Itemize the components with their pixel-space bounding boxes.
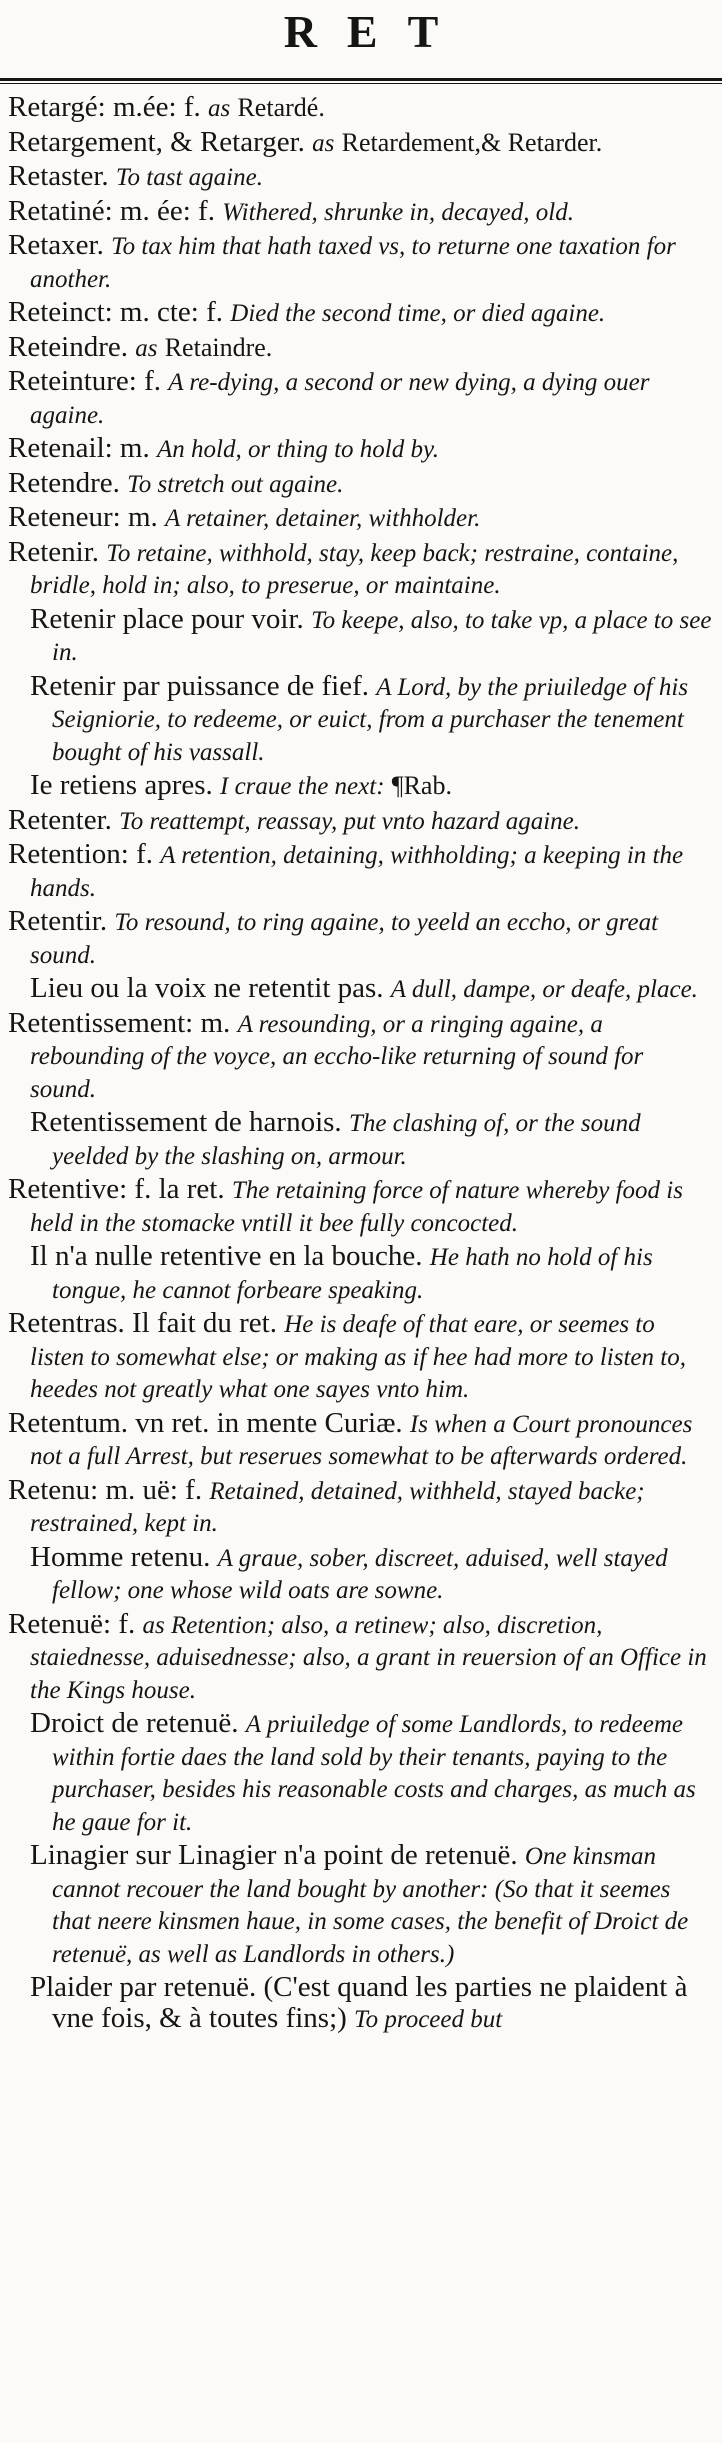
sub-entry [8,1972,714,2035]
translation: A retainer, detainer, withholder. [165,505,481,532]
headword: Plaider par retenuë. (C'est quand les parties ne plaident à vne fois, & à toutes fins;) [30,1971,688,2034]
headword: Lieu ou la voix ne retentit pas. [30,972,384,1004]
translation: I craue the next: [220,773,385,800]
header-rule [0,78,722,81]
headword: Linagier sur Linagier n'a point de retenuë. [30,1839,518,1871]
dictionary-entry [8,230,714,295]
headword: Retentissement de harnois. [30,1106,342,1138]
dictionary-entry [8,196,714,229]
dictionary-entry [8,127,714,160]
headword: Retenuë: f. [8,1607,136,1640]
dictionary-entry [8,1475,714,1540]
dictionary-entry [8,502,714,535]
headword: Retenu: m. uë: f. [8,1473,203,1506]
dictionary-entry [8,366,714,431]
sub-entry [8,770,714,803]
translation: Died the second time, or died againe. [230,300,606,327]
dictionary-entry [8,1408,714,1473]
headword: Retention: f. [8,838,153,870]
translation: as [312,129,335,157]
entry-list [8,92,714,2037]
headword: Retentum. vn ret. in mente Curiæ. [8,1406,403,1439]
headword: Reteindre. [8,330,128,363]
dictionary-entry [8,1308,714,1406]
translation: To stretch out againe. [127,470,344,498]
headword: Reteinct: m. cte: f. [8,296,224,328]
translation: A resounding, or a ringing againe, a rebounding of the voyce, an eccho-like returning of sound for sound. [30,1010,644,1103]
headword: Retatiné: m. ée: f. [8,194,215,227]
headword: Reteinture: f. [8,365,162,397]
headword: Retenir par puissance de fief. [30,669,369,702]
translation: Withered, shrunke in, decayed, old. [222,198,574,226]
headword: Il n'a nulle retentive en la bouche. [30,1240,423,1272]
page-header: RET [283,6,469,57]
translation: Retained, detained, withheld, stayed backe; restrained, kept in. [30,1477,645,1537]
dictionary-entry [8,537,714,602]
dictionary-entry [8,1008,714,1106]
translation: To tast againe. [115,164,263,191]
translation: A priuiledge of some Landlords, to redeeme within fortie daes the land sold by their tenants, paying to the purchaser, besides his reasonable costs and charges, as much as he gaue for it. [52,1711,696,1836]
dictionary-entry [8,433,714,466]
sub-entry [8,1542,714,1607]
sub-entry [8,1241,714,1306]
translation: as Retention; also, a retinew; also, discretion, staiednesse, aduisednesse; also, a grant in reuersion of an Office in the Kings house. [30,1611,707,1704]
headword: Retenir. [8,535,100,568]
translation: He is deafe of that eare, or seemes to listen to somewhat else; or making as if hee had more to listen to, heedes not greatly what one sayes vnto him. [30,1311,686,1403]
headword: Retentir. [8,905,108,937]
dictionary-entry [8,1174,714,1239]
translation: as [135,334,158,362]
headword: Retendre. [8,466,120,499]
sub-entry [8,973,714,1006]
dictionary-entry [8,468,714,501]
cross-reference: Retardé. [237,93,325,122]
sub-entry [8,604,714,669]
translation: To tax him that hath taxed vs, to returne one taxation for another. [30,233,676,293]
headword: Reteneur: m. [8,501,158,533]
headword: Ie retiens apres. [30,769,213,801]
dictionary-entry [8,1609,714,1707]
cross-reference: ¶Rab. [391,771,452,800]
headword: Droict de retenuë. [30,1707,239,1739]
headword: Retargé: m.ée: f. [8,91,201,123]
dictionary-entry [8,332,714,365]
translation: To retaine, withhold, stay, keep back; restraine, containe, bridle, hold in; also, to preserue, or maintaine. [30,539,679,599]
sub-entry [8,1107,714,1172]
translation: A graue, sober, discreet, aduised, well stayed fellow; one whose wild oats are sowne. [52,1544,668,1604]
sub-entry [8,671,714,769]
dictionary-entry [8,92,714,125]
translation: as [207,95,231,122]
dictionary-entry [8,805,714,838]
translation: A re-dying, a second or new dying, a dying ouer againe. [30,369,650,429]
dictionary-entry [8,297,714,330]
translation: He hath no hold of his tongue, he cannot forbeare speaking. [52,1244,653,1304]
translation: The clashing of, or the sound yeelded by the slashing on, armour. [52,1110,641,1170]
sub-entry [8,1708,714,1838]
headword: Retargement, & Retarger. [8,125,305,158]
cross-reference: Retaindre. [164,332,273,362]
headword: Retenir place pour voir. [30,602,304,635]
dictionary-entry [8,161,714,194]
headword: Retentive: f. la ret. [8,1173,225,1205]
translation: To resound, to ring againe, to yeeld an eccho, or great sound. [30,909,659,969]
translation: An hold, or thing to hold by. [157,436,439,463]
headword: Homme retenu. [30,1540,211,1573]
translation: A retention, detaining, withholding; a keeping in the hands. [30,842,684,902]
headword: Retentissement: m. [8,1006,231,1039]
dictionary-entry [8,839,714,904]
headword: Retentras. Il fait du ret. [8,1307,277,1339]
headword: Retaster. [8,160,109,192]
translation: The retaining force of nature whereby food is held in the stomacke vntill it bee fully concocted. [30,1177,683,1237]
headword: Retenter. [8,803,112,836]
header-rule-thin [0,83,722,84]
translation: A Lord, by the priuiledge of his Seigniorie, to redeeme, or euict, from a purchaser the tenement bought of his vassall. [52,673,689,766]
cross-reference: Retardement,& Retarder. [341,127,603,157]
headword: Retenail: m. [8,432,150,464]
translation: A dull, dampe, or deafe, place. [390,976,698,1003]
translation: To reattempt, reassay, put vnto hazard againe. [119,807,581,835]
sub-entry [8,1840,714,1970]
translation: Is when a Court pronounces not a full Arrest, but reserues somewhat to be afterwards ordered. [30,1410,693,1470]
translation: One kinsman cannot recouer the land bought by another: (So that it seemes that neere kinsmen haue, in some cases, the benefit of Droict de retenuë, as well as Landlords in others.) [52,1843,689,1968]
translation: To proceed but [354,2005,503,2033]
translation: To keepe, also, to take vp, a place to see in. [52,606,712,666]
headword: Retaxer. [8,229,104,261]
dictionary-entry [8,906,714,971]
